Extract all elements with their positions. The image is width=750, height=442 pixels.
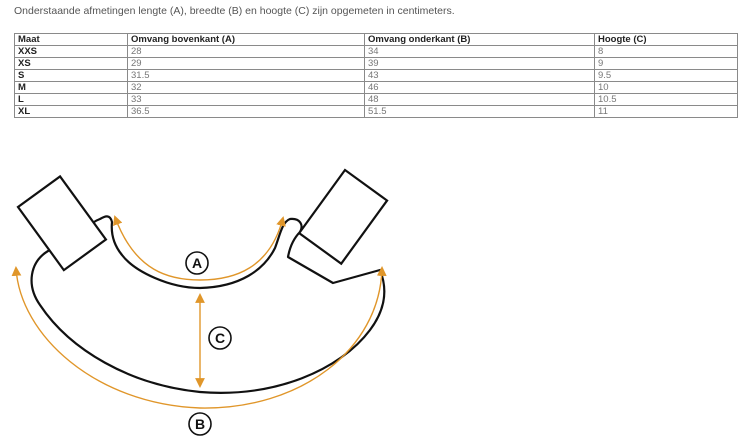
cell-size: XL [15,106,128,118]
cell-a: 31.5 [128,70,365,82]
cell-c: 11 [595,106,738,118]
measurement-diagram [0,160,750,442]
table-row [15,82,738,94]
table-row [15,58,738,70]
cell-a: 32 [128,82,365,94]
cell-b: 48 [365,94,595,106]
label-a [186,252,208,274]
cell-b: 43 [365,70,595,82]
cell-size: XXS [15,46,128,58]
table-row [15,70,738,82]
header-top-circumference: Omvang bovenkant (A) [128,34,365,46]
cell-a: 36.5 [128,106,365,118]
cell-size: L [15,94,128,106]
cell-size: XS [15,58,128,70]
label-b [189,413,211,435]
right-strap [299,170,387,264]
table-row [15,106,738,118]
header-height: Hoogte (C) [595,34,738,46]
cell-b: 46 [365,82,595,94]
table-row [15,46,738,58]
header-bottom-circumference: Omvang onderkant (B) [365,34,595,46]
table-header-row [15,34,738,46]
label-a-text: A [191,255,203,271]
cell-a: 29 [128,58,365,70]
table-row [15,94,738,106]
cell-c: 8 [595,46,738,58]
cell-size: M [15,82,128,94]
label-c [209,327,231,349]
cell-c: 9.5 [595,70,738,82]
intro-text: Onderstaande afmetingen lengte (A), breedte (B) en hoogte (C) zijn opgemeten in centimeters. [14,5,455,17]
cell-b: 39 [365,58,595,70]
cell-size: S [15,70,128,82]
label-c-text: C [214,330,226,346]
label-b-text: B [194,416,206,432]
cell-c: 10 [595,82,738,94]
cell-b: 34 [365,46,595,58]
cell-a: 28 [128,46,365,58]
cell-a: 33 [128,94,365,106]
size-table [14,33,738,118]
cell-c: 10.5 [595,94,738,106]
header-size: Maat [15,34,128,46]
cell-b: 51.5 [365,106,595,118]
left-strap [18,176,106,270]
cell-c: 9 [595,58,738,70]
